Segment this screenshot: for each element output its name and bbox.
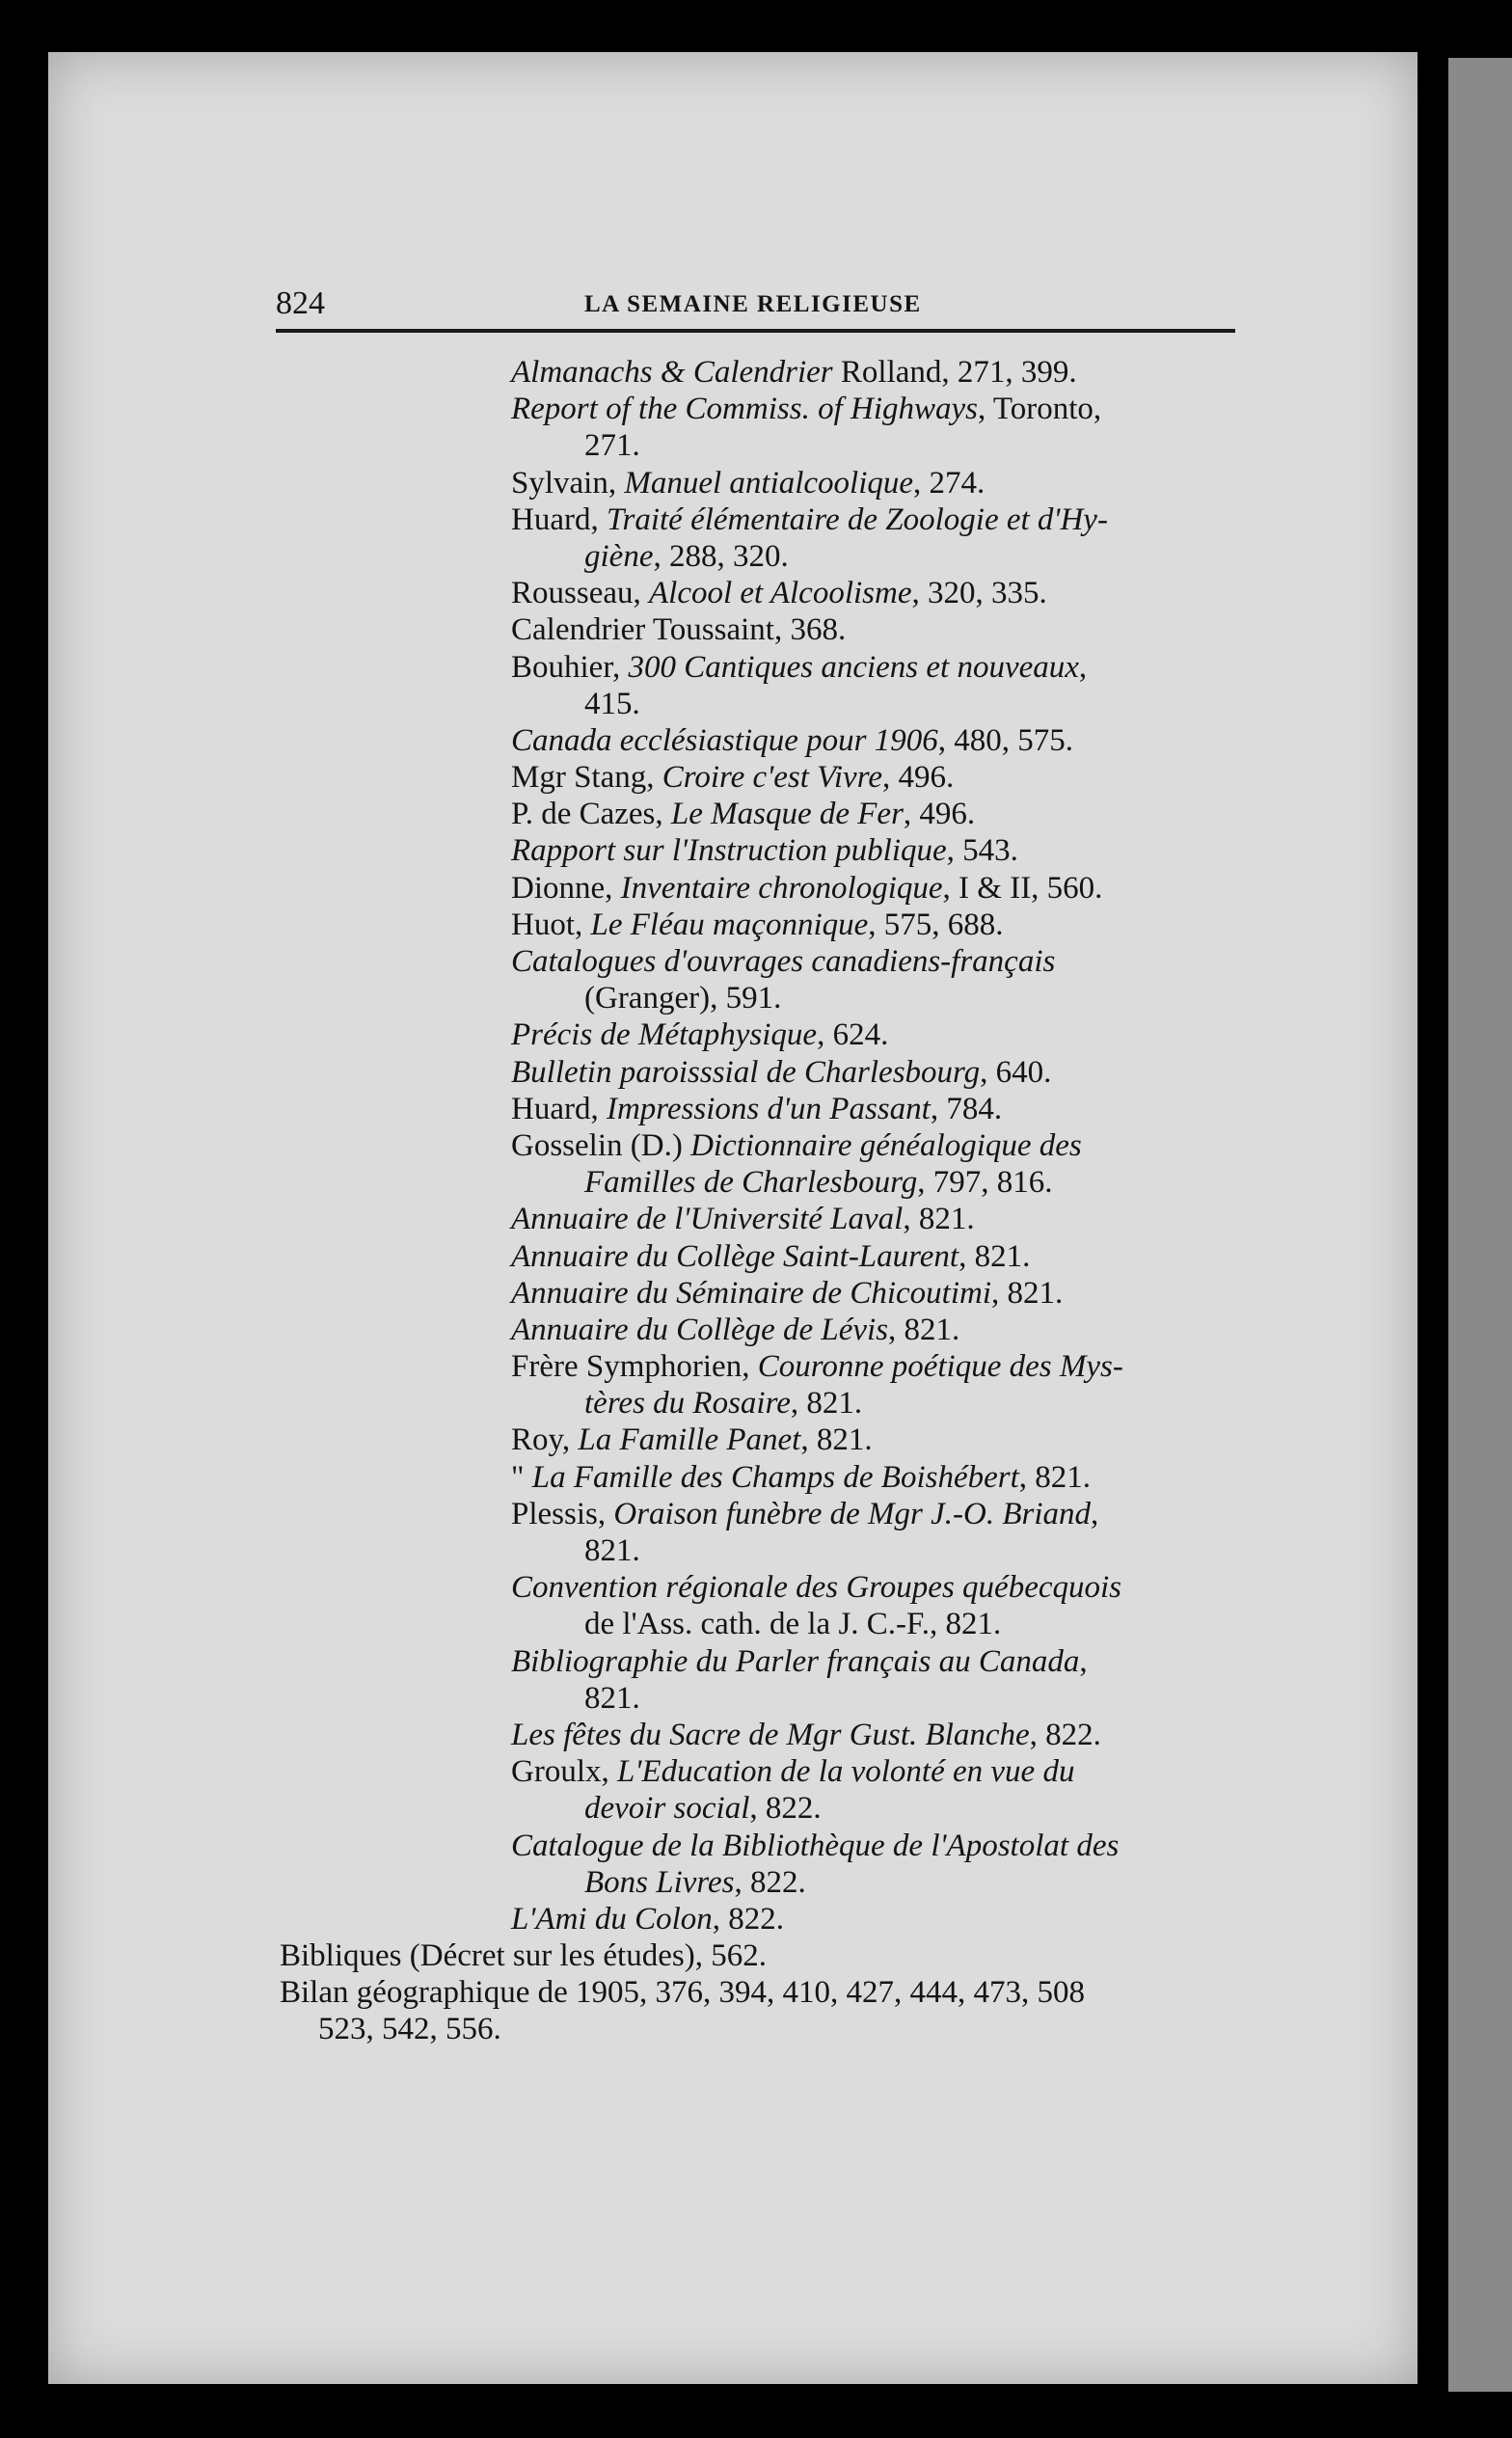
- index-text: , 821.: [958, 1238, 1031, 1274]
- index-line: [280, 870, 1244, 907]
- index-text: , I & II, 560.: [942, 870, 1103, 906]
- index-text: de l'Ass. cath. de la J. C.-F., 821.: [584, 1607, 1002, 1642]
- index-line: [280, 611, 1244, 648]
- index-text: , 822.: [712, 1901, 784, 1937]
- index-text: , Toronto,: [978, 392, 1102, 427]
- index-line: [280, 832, 1244, 869]
- index-line: [280, 1753, 1244, 1790]
- index-title-italic: Impressions d'un Passant: [606, 1091, 931, 1126]
- index-line: [280, 1717, 1244, 1753]
- index-text: Calendrier Toussaint, 368.: [511, 612, 847, 648]
- index-line: [280, 427, 1244, 464]
- index-text: Dionne,: [511, 870, 621, 906]
- index-title-italic: L'Education de la volonté en vue du: [617, 1754, 1075, 1790]
- index-text: Groulx,: [511, 1754, 617, 1790]
- index-text: , 822.: [734, 1864, 806, 1900]
- index-line: [280, 1643, 1244, 1680]
- index-title-italic: Catalogue de la Bibliothèque de l'Apostolat des: [511, 1828, 1120, 1863]
- index-line: [280, 538, 1244, 575]
- index-text: , 821.: [800, 1422, 873, 1458]
- index-line: [280, 1680, 1244, 1717]
- index-title-italic: tères du Rosaire: [584, 1386, 791, 1422]
- index-title-italic: La Famille Panet: [578, 1422, 801, 1458]
- index-text: , 274.: [913, 465, 986, 501]
- index-line: [280, 1496, 1244, 1532]
- index-line: [280, 686, 1244, 722]
- index-text: , 480, 575.: [937, 722, 1073, 758]
- index-text: P. de Cazes,: [511, 797, 671, 832]
- index-text: 271.: [584, 428, 640, 464]
- index-text: , 320, 335.: [911, 576, 1047, 611]
- index-line: [280, 1532, 1244, 1569]
- running-title: LA SEMAINE RELIGIEUSE: [584, 291, 922, 317]
- index-text: , 821.: [888, 1312, 960, 1347]
- index-line: [280, 1164, 1244, 1201]
- index-line: [280, 575, 1244, 611]
- index-line: [280, 1459, 1244, 1496]
- index-text: , 784.: [930, 1091, 1003, 1126]
- index-title-italic: Annuaire de l'Université Laval: [511, 1202, 904, 1237]
- index-title-italic: Annuaire du Collège Saint-Laurent: [511, 1238, 959, 1274]
- index-text: Bilan géographique de 1905, 376, 394, 410, 427, 444, 473, 508: [280, 1975, 1085, 2011]
- index-title-italic: Le Fléau maçonnique: [590, 907, 869, 942]
- index-line: [280, 1828, 1244, 1864]
- index-title-italic: Canada ecclésiastique pour 1906: [511, 722, 938, 758]
- index-text: Sylvain,: [511, 465, 625, 501]
- index-line: [280, 1275, 1244, 1312]
- index-text: 415.: [584, 686, 640, 721]
- index-text: ,: [1091, 1496, 1099, 1531]
- index-text: , 822.: [1029, 1717, 1101, 1752]
- index-line: [280, 1974, 1244, 2011]
- index-title-italic: Traité élémentaire de Zoologie et d'Hy-: [606, 501, 1108, 537]
- index-line: [280, 1091, 1244, 1127]
- index-line: [280, 1348, 1244, 1385]
- index-title-italic: Catalogues d'ouvrages canadiens-français: [511, 944, 1056, 979]
- index-title-italic: Annuaire du Séminaire de Chicoutimi: [511, 1275, 991, 1311]
- header-rule: [276, 329, 1235, 333]
- index-text: Plessis,: [511, 1496, 614, 1531]
- index-text: , 821.: [790, 1386, 863, 1422]
- index-title-italic: 300 Cantiques anciens et nouveaux: [628, 649, 1079, 685]
- index-title-italic: Bons Livres: [584, 1864, 735, 1900]
- page-number: 824: [276, 285, 325, 321]
- index-line: [280, 1312, 1244, 1348]
- index-text: 523, 542, 556.: [318, 2012, 501, 2047]
- index-text: 821.: [584, 1680, 640, 1716]
- index-line: [280, 465, 1244, 501]
- index-text: Bouhier,: [511, 649, 629, 685]
- adjacent-page-edge: [1448, 58, 1512, 2392]
- index-line: [280, 1422, 1244, 1458]
- index-line: [280, 2011, 1244, 2047]
- index-text: , 624.: [817, 1017, 889, 1053]
- index-text: , 496.: [881, 760, 955, 796]
- index-line: [280, 354, 1244, 391]
- index-text: Mgr Stang,: [511, 760, 662, 796]
- index-text: ": [511, 1459, 532, 1495]
- index-text: , 543.: [946, 833, 1018, 869]
- index-text: Huot,: [511, 907, 591, 942]
- index-title-italic: devoir social: [584, 1791, 750, 1827]
- index-line: [280, 1054, 1244, 1091]
- index-title-italic: Convention régionale des Groupes québecquois: [511, 1570, 1121, 1606]
- index-text: 821.: [584, 1533, 640, 1568]
- index-title-italic: Rapport sur l'Instruction publique: [511, 833, 947, 869]
- index-line: [280, 1385, 1244, 1422]
- index-title-italic: Bibliographie du Parler français au Canada: [511, 1643, 1080, 1679]
- index-title-italic: Croire c'est Vivre: [662, 760, 882, 796]
- index-text: ,: [1079, 1643, 1088, 1679]
- index-line: [280, 1238, 1244, 1275]
- index-line: [280, 980, 1244, 1016]
- index-text: Huard,: [511, 1091, 607, 1126]
- index-text: Rolland, 271, 399.: [832, 355, 1077, 390]
- index-line: [280, 1901, 1244, 1937]
- index-line: [280, 1606, 1244, 1642]
- index-text: (Granger), 591.: [584, 981, 782, 1016]
- index-line: [280, 649, 1244, 686]
- index-title-italic: giène: [584, 538, 654, 574]
- index-title-italic: Couronne poétique des Mys-: [757, 1349, 1123, 1385]
- index-title-italic: L'Ami du Colon: [511, 1901, 713, 1937]
- index-text: , 821.: [903, 1202, 975, 1237]
- index-title-italic: Bulletin paroisssial de Charlesbourg: [511, 1054, 981, 1090]
- index-text: , 822.: [749, 1791, 822, 1827]
- index-title-italic: Familles de Charlesbourg: [584, 1165, 918, 1201]
- index-line: [280, 391, 1244, 427]
- index-line: [280, 943, 1244, 980]
- index-title-italic: Précis de Métaphysique: [511, 1017, 818, 1053]
- index-line: [280, 796, 1244, 832]
- index-line: [280, 759, 1244, 796]
- index-title-italic: La Famille des Champs de Boishébert: [531, 1459, 1019, 1495]
- index-text: Bibliques (Décret sur les études), 562.: [280, 1938, 767, 1974]
- index-text: , 575, 688.: [868, 907, 1004, 942]
- index-line: [280, 1127, 1244, 1164]
- page-header: [276, 280, 1235, 321]
- index-text: , 821.: [990, 1275, 1064, 1311]
- index-text: Gosselin (D.): [511, 1127, 691, 1163]
- index-line: [280, 501, 1244, 538]
- index-text: ,: [1078, 649, 1088, 685]
- index-title-italic: Oraison funèbre de Mgr J.-O. Briand: [613, 1496, 1092, 1531]
- index-text: Huard,: [511, 501, 607, 537]
- index-entries: [280, 354, 1244, 2048]
- index-title-italic: Le Masque de Fer: [670, 797, 904, 832]
- index-text: , 496.: [903, 797, 976, 832]
- index-line: [280, 1790, 1244, 1827]
- index-line: [280, 722, 1244, 759]
- index-title-italic: Annuaire du Collège de Lévis: [511, 1312, 889, 1347]
- index-title-italic: Manuel antialcoolique: [624, 465, 914, 501]
- index-line: [280, 1937, 1244, 1974]
- index-line: [280, 1569, 1244, 1606]
- index-line: [280, 1864, 1244, 1901]
- index-title-italic: Almanachs & Calendrier: [511, 355, 833, 390]
- index-text: Roy,: [511, 1422, 579, 1458]
- index-text: Frère Symphorien,: [511, 1349, 758, 1385]
- index-line: [280, 1201, 1244, 1237]
- index-title-italic: Report of the Commiss. of Highways: [511, 392, 978, 427]
- index-title-italic: Les fêtes du Sacre de Mgr Gust. Blanche: [511, 1717, 1030, 1752]
- index-text: , 821.: [1018, 1459, 1092, 1495]
- index-title-italic: Alcool et Alcoolisme: [649, 576, 912, 611]
- index-line: [280, 1016, 1244, 1053]
- index-title-italic: Inventaire chronologique: [620, 870, 943, 906]
- index-line: [280, 907, 1244, 943]
- index-title-italic: Dictionnaire généalogique des: [690, 1127, 1082, 1163]
- index-text: , 288, 320.: [653, 538, 789, 574]
- index-text: , 797, 816.: [917, 1165, 1053, 1201]
- index-text: , 640.: [980, 1054, 1052, 1090]
- index-text: Rousseau,: [511, 576, 649, 611]
